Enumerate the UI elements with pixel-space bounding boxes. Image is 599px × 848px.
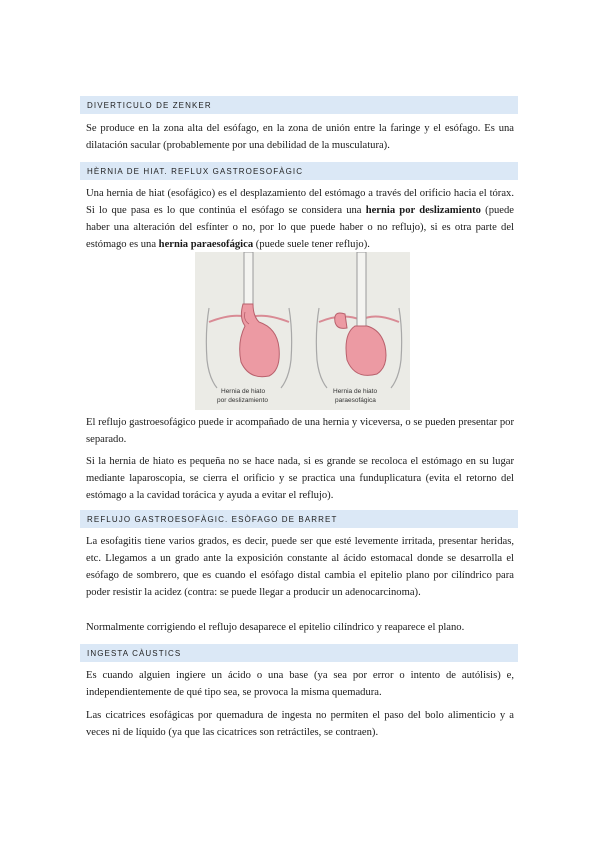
- section-heading-zenker: [80, 96, 518, 114]
- section-heading-text: INGESTA CÀUSTICS: [87, 649, 182, 658]
- paragraph: [86, 707, 514, 741]
- section-heading-hernia-hiat: [80, 162, 518, 180]
- text-run: Normalmente corrigiendo el reflujo desaparece el epitelio cilíndrico y reaparece el plano.: [86, 622, 465, 633]
- text-run: La esofagitis tiene varios grados, es decir, puede ser que esté levemente irritada, presentar heridas, etc. Llegamos a un grado ante la exposición constante al ácido estomacal donde se desarrolla el esófago de sombrero, que es cuando el esófago distal cambia el epitelio plano por cilíndrico para poder resistir la acidez (contra: se puede llegar a producir un adenocarcinoma).: [86, 536, 514, 598]
- hernia-illustration: [195, 252, 410, 410]
- text-run: Una hernia de hiat (esofágico) es el desplazamiento del estómago a través del orificio hacia el tórax. Si lo que pasa es lo que continúa el esófago se considera una: [86, 188, 514, 216]
- paragraph: [86, 533, 514, 601]
- figure-background: [195, 252, 410, 410]
- bold-term: hernia paraesofágica: [158, 239, 254, 250]
- text-run: Se produce en la zona alta del esófago, en la zona de unión entre la faringe y el esófago. Es una dilatación sacular (probablemente por una debilidad de la musculatura).: [86, 123, 514, 151]
- text-run: (puede haber una alteración del esfínter o no, por lo que puede haber o no reflujo), si es otra parte del estómago es una: [86, 205, 514, 250]
- left-label-line-1: Hernia de hiato: [221, 388, 266, 395]
- text-run: Las cicatrices esofágicas por quemadura de ingesta no permiten el paso del bolo alimenticio y a veces ni de líquido (ya que las cicatrices son retráctiles, se contraen).: [86, 710, 514, 738]
- hernia-figure: [195, 252, 410, 410]
- text-run: (puede suele tener reflujo).: [253, 239, 370, 250]
- text-run: Si la hernia de hiato es pequeña no se hace nada, si es grande se recoloca el estómago en su lugar mediante laparoscopia, se cierra el orificio y se practica una funduplicatura (evita el retorno del estómago a la cavidad torácica y ayuda a evitar el reflujo).: [86, 456, 514, 501]
- right-label-line-1: Hernia de hiato: [333, 388, 378, 395]
- bold-term: hernia por deslizamiento: [365, 205, 481, 216]
- left-label-line-2: por deslizamiento: [217, 397, 268, 404]
- section-heading-reflujo-barret: [80, 510, 518, 528]
- paragraph: [86, 453, 514, 504]
- paragraph: [86, 414, 514, 448]
- paragraph: [86, 619, 514, 636]
- right-label-line-2: paraesofágica: [335, 397, 376, 404]
- right-herniated-fundus: [335, 313, 347, 328]
- text-run: El reflujo gastroesofágico puede ir acompañado de una hernia y viceversa, o se pueden presentar por separado.: [86, 417, 514, 445]
- right-esophagus: [357, 252, 366, 328]
- paragraph: [86, 120, 514, 154]
- paragraph: [86, 667, 514, 701]
- section-heading-text: DIVERTICULO DE ZENKER: [87, 101, 212, 110]
- text-run: Es cuando alguien ingiere un ácido o una base (ya sea por error o intento de autólisis) e, independientemente de qué tipo sea, se provoca la misma quemadura.: [86, 670, 514, 698]
- section-heading-text: HÈRNIA DE HIAT. REFLUX GASTROESOFÀGIC: [87, 167, 304, 176]
- paragraph: [86, 185, 514, 253]
- section-heading-ingesta-caustics: [80, 644, 518, 662]
- section-heading-text: REFLUJO GASTROESOFÀGIC. ESÒFAGO DE BARRET: [87, 515, 338, 524]
